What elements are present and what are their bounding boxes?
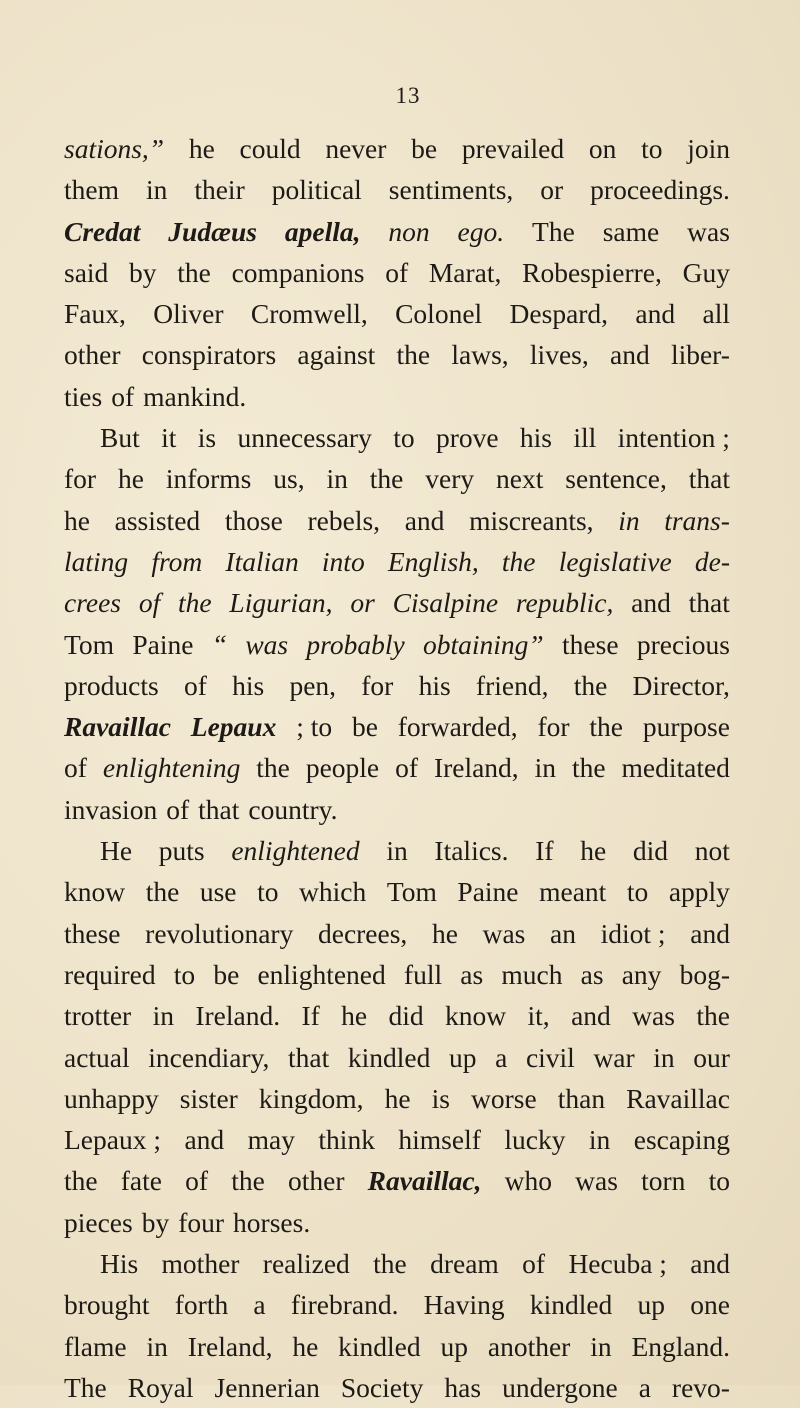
word: Colonel: [395, 298, 483, 330]
word: Oliver: [153, 298, 224, 330]
word: one: [690, 1289, 730, 1321]
word: as: [460, 958, 484, 990]
word: kindled: [338, 1330, 421, 1362]
word: very: [425, 463, 475, 495]
word: to: [641, 133, 663, 164]
word: and: [635, 298, 676, 330]
word: of: [385, 256, 409, 288]
word: Marat,: [428, 256, 502, 288]
word: that: [198, 793, 240, 825]
word: the: [573, 669, 608, 701]
word: idiot ;: [600, 917, 666, 949]
word: Paine: [132, 628, 194, 660]
word: “: [211, 628, 228, 660]
word: horses.: [233, 1206, 311, 1238]
word: know: [64, 876, 126, 908]
word: in: [152, 1000, 174, 1032]
word: he: [64, 504, 90, 536]
word: Judæus: [168, 215, 257, 247]
word: Ireland,: [187, 1330, 273, 1362]
word: conspirators: [141, 339, 277, 371]
word: friend,: [475, 669, 549, 701]
word: de-: [694, 545, 730, 577]
text-line: [64, 913, 730, 954]
word: and: [631, 587, 671, 619]
word: another: [487, 1330, 571, 1362]
word: and: [404, 504, 445, 536]
word: lucky: [504, 1124, 566, 1156]
word: revolutionary: [145, 917, 294, 949]
word: us,: [273, 463, 305, 495]
word: flame: [64, 1330, 127, 1362]
word: civil: [525, 1041, 575, 1073]
text-line: [64, 417, 730, 458]
text-line: [64, 1119, 730, 1160]
word: up: [449, 1041, 477, 1073]
word: for: [64, 463, 97, 495]
word: of: [183, 669, 207, 701]
word: Ravaillac,: [367, 1165, 482, 1197]
word: next: [496, 463, 544, 495]
text-line: [64, 789, 730, 830]
word: apply: [668, 876, 730, 908]
word: incendiary,: [148, 1041, 270, 1073]
word: ; to: [296, 711, 333, 743]
word: by: [129, 256, 157, 288]
word: the: [373, 1248, 407, 1280]
word: sister: [179, 1082, 238, 1114]
word: for: [361, 669, 394, 701]
text-line: [64, 252, 730, 293]
word: rebels,: [307, 504, 381, 536]
word: precious: [636, 628, 730, 660]
word: Hecuba ;: [568, 1248, 667, 1280]
word: and: [609, 339, 650, 371]
word: intention ;: [617, 422, 730, 454]
word: may: [247, 1124, 295, 1156]
word: use: [199, 876, 237, 908]
word: Director,: [632, 669, 730, 701]
word: Ireland,: [433, 752, 519, 784]
word: Lepaux: [190, 711, 277, 743]
text-line: [64, 665, 730, 706]
word: bog-: [679, 958, 730, 990]
word: enlightened: [231, 835, 360, 867]
word: ill: [573, 422, 597, 454]
text-line: [64, 211, 730, 252]
word: apella,: [284, 215, 361, 247]
text-line: [64, 706, 730, 747]
word: republic,: [515, 587, 614, 619]
word: the: [696, 1000, 730, 1032]
word: and: [690, 917, 730, 949]
word: legislative: [558, 545, 672, 577]
word: an: [550, 917, 576, 949]
word: in: [588, 1124, 611, 1156]
word: a: [495, 1041, 508, 1073]
word: these: [562, 628, 619, 660]
word: is: [431, 1082, 450, 1114]
text-line: [64, 458, 730, 499]
word: other: [64, 339, 121, 371]
word: Robespierre,: [522, 256, 662, 288]
word: himself: [398, 1124, 481, 1156]
word: sations,”: [64, 133, 165, 164]
word: it: [161, 422, 177, 454]
text-line: [64, 830, 730, 871]
word: he: [341, 1000, 368, 1032]
word: liber-: [670, 339, 730, 371]
word: into: [321, 545, 365, 577]
word: he: [580, 835, 607, 867]
word: much: [501, 958, 563, 990]
word: was: [575, 1165, 618, 1197]
text-line: [64, 1243, 730, 1284]
word: enlightening: [102, 752, 241, 784]
text-line: [64, 1078, 730, 1119]
word: of: [138, 587, 161, 619]
word: kingdom,: [258, 1082, 364, 1114]
word: of: [395, 752, 418, 784]
word: Lepaux ;: [64, 1124, 161, 1156]
text-line: [64, 995, 730, 1036]
text-line: [64, 128, 730, 169]
word: enlightened: [257, 958, 386, 990]
word: Having: [423, 1289, 505, 1321]
word: obtaining”: [423, 628, 544, 660]
word: the: [256, 752, 290, 784]
word: Royal: [127, 1371, 194, 1403]
word: to: [626, 876, 649, 908]
word: to: [708, 1165, 730, 1197]
word: a: [253, 1289, 266, 1321]
word: Jennerian: [214, 1371, 320, 1403]
word: mankind.: [143, 380, 247, 412]
word: has: [444, 1371, 482, 1403]
word: forth: [174, 1289, 229, 1321]
word: companions: [231, 256, 365, 288]
word: in: [386, 835, 408, 867]
page-number: 13: [395, 83, 421, 108]
word: But: [100, 422, 140, 454]
word: undergone: [502, 1371, 618, 1403]
text-line: [64, 954, 730, 995]
word: he: [188, 133, 215, 164]
word: The: [64, 1371, 107, 1403]
word: ego.: [457, 215, 505, 247]
word: of: [185, 1165, 209, 1197]
word: in: [145, 174, 168, 206]
word: he: [292, 1330, 319, 1362]
word: worse: [470, 1082, 537, 1114]
word: Society: [340, 1371, 424, 1403]
word: Cromwell,: [250, 298, 368, 330]
word: it,: [527, 1000, 550, 1032]
word: political: [271, 174, 362, 206]
word: did: [632, 835, 669, 867]
word: non: [388, 215, 430, 247]
word: Ligurian,: [229, 587, 333, 619]
word: in: [326, 463, 348, 495]
word: of: [111, 380, 135, 412]
word: Credat: [64, 215, 141, 247]
word: that: [688, 587, 730, 619]
word: the: [571, 752, 606, 784]
text-line: [64, 1037, 730, 1078]
word: as: [580, 958, 604, 990]
word: against: [297, 339, 376, 371]
word: sentiments,: [388, 174, 514, 206]
word: his: [519, 422, 553, 454]
word: mother: [161, 1248, 240, 1280]
word: unhappy: [64, 1082, 159, 1114]
word: he: [384, 1082, 411, 1114]
word: trotter: [64, 1000, 132, 1032]
word: was: [482, 917, 526, 949]
word: purpose: [642, 711, 730, 743]
word: Faux,: [64, 298, 126, 330]
word: Paine: [457, 876, 519, 908]
word: that: [688, 463, 730, 495]
word: lives,: [529, 339, 589, 371]
word: realized: [262, 1248, 350, 1280]
word: England.: [631, 1330, 730, 1362]
word: was: [687, 215, 730, 247]
word: be: [351, 711, 378, 743]
word: pieces: [64, 1206, 133, 1238]
text-line: [64, 334, 730, 375]
word: torn: [641, 1165, 686, 1197]
text-line: [64, 1326, 730, 1367]
word: probably: [306, 628, 405, 660]
word: which: [299, 876, 367, 908]
word: the: [589, 711, 623, 743]
word: be: [213, 958, 240, 990]
text-line: [64, 1160, 730, 1201]
word: required: [64, 958, 156, 990]
word: products: [64, 669, 159, 701]
text-line: [64, 747, 730, 788]
word: know: [445, 1000, 507, 1032]
word: up: [637, 1289, 665, 1321]
word: sentence,: [565, 463, 667, 495]
word: is: [197, 422, 217, 454]
word: trans-: [664, 504, 730, 536]
word: actual: [64, 1041, 130, 1073]
word: could: [239, 133, 301, 164]
word: The: [532, 215, 575, 247]
word: proceedings.: [590, 174, 730, 206]
word: that: [288, 1041, 330, 1073]
body-text: [64, 128, 730, 1408]
word: them: [64, 174, 119, 206]
word: from: [151, 545, 203, 577]
word: assisted: [114, 504, 201, 536]
word: in: [653, 1041, 675, 1073]
word: forwarded,: [397, 711, 518, 743]
word: think: [318, 1124, 375, 1156]
word: informs: [165, 463, 252, 495]
word: their: [194, 174, 245, 206]
word: of: [166, 793, 190, 825]
word: same: [602, 215, 660, 247]
word: prevailed: [461, 133, 565, 164]
text-line: [64, 1284, 730, 1325]
word: If: [301, 1000, 320, 1032]
word: puts: [158, 835, 205, 867]
word: escaping: [633, 1124, 730, 1156]
word: all: [702, 298, 730, 330]
word: Italian: [225, 545, 299, 577]
word: fate: [120, 1165, 162, 1197]
word: for: [537, 711, 570, 743]
word: four: [178, 1206, 225, 1238]
word: the: [369, 463, 404, 495]
word: Tom: [386, 876, 437, 908]
word: ties: [64, 380, 103, 412]
word: to: [173, 958, 196, 990]
word: be: [411, 133, 438, 164]
word: Italics.: [434, 835, 509, 867]
word: kindled: [529, 1289, 613, 1321]
word: in: [534, 752, 557, 784]
word: meditated: [621, 752, 730, 784]
word: war: [593, 1041, 635, 1073]
word: his: [232, 669, 265, 701]
word: the: [145, 876, 180, 908]
word: full: [403, 958, 443, 990]
word: firebrand.: [290, 1289, 399, 1321]
word: lating: [64, 545, 129, 577]
word: was: [245, 628, 289, 660]
word: did: [388, 1000, 424, 1032]
word: any: [621, 958, 662, 990]
word: crees: [64, 587, 122, 619]
word: decrees,: [317, 917, 408, 949]
word: country.: [248, 793, 338, 825]
word: His: [100, 1248, 139, 1280]
word: than: [557, 1082, 606, 1114]
word: Ireland.: [195, 1000, 281, 1032]
word: never: [325, 133, 387, 164]
word: the: [178, 587, 212, 619]
word: Ravaillac: [64, 711, 171, 743]
word: pen,: [289, 669, 337, 701]
word: and: [571, 1000, 611, 1032]
text-line: [64, 1367, 730, 1408]
text-line: [64, 1202, 730, 1243]
word: in: [618, 504, 640, 536]
word: his: [418, 669, 451, 701]
word: to: [393, 422, 415, 454]
word: unnecessary: [237, 422, 372, 454]
word: English,: [387, 545, 479, 577]
word: the: [501, 545, 536, 577]
word: said: [64, 256, 109, 288]
word: these: [64, 917, 121, 949]
word: Cisalpine: [392, 587, 499, 619]
text-line: [64, 624, 730, 665]
word: or: [350, 587, 375, 619]
word: Despard,: [509, 298, 609, 330]
text-line: [64, 169, 730, 210]
word: up: [440, 1330, 469, 1362]
word: of: [64, 752, 87, 784]
word: on: [588, 133, 617, 164]
word: he: [431, 917, 458, 949]
word: revo-: [671, 1371, 730, 1403]
word: miscreants,: [469, 504, 594, 536]
word: the: [396, 339, 431, 371]
word: in: [590, 1330, 612, 1362]
word: dream: [430, 1248, 499, 1280]
word: and: [690, 1248, 730, 1280]
word: meant: [539, 876, 607, 908]
text-line: [64, 871, 730, 912]
word: people: [305, 752, 380, 784]
word: invasion: [64, 793, 158, 825]
word: the: [231, 1165, 265, 1197]
text-line: [64, 582, 730, 623]
word: in: [146, 1330, 168, 1362]
word: brought: [64, 1289, 150, 1321]
text-line: [64, 500, 730, 541]
word: to: [257, 876, 279, 908]
word: of: [522, 1248, 546, 1280]
word: prove: [435, 422, 499, 454]
word: He: [100, 835, 133, 867]
word: If: [535, 835, 554, 867]
word: he: [117, 463, 144, 495]
word: a: [638, 1371, 651, 1403]
word: laws,: [451, 339, 509, 371]
word: the: [64, 1165, 98, 1197]
word: other: [287, 1165, 345, 1197]
word: the: [177, 256, 211, 288]
word: kindled: [347, 1041, 431, 1073]
text-line: [64, 541, 730, 582]
word: Tom: [64, 628, 115, 660]
word: by: [141, 1206, 170, 1238]
word: who: [504, 1165, 552, 1197]
text-line: [64, 376, 730, 417]
word: not: [694, 835, 730, 867]
word: Ravaillac: [626, 1082, 730, 1114]
word: Guy: [682, 256, 730, 288]
word: join: [687, 133, 730, 164]
word: those: [224, 504, 283, 536]
word: was: [632, 1000, 675, 1032]
text-line: [64, 293, 730, 334]
word: and: [184, 1124, 225, 1156]
word: our: [693, 1041, 730, 1073]
word: or: [540, 174, 564, 206]
